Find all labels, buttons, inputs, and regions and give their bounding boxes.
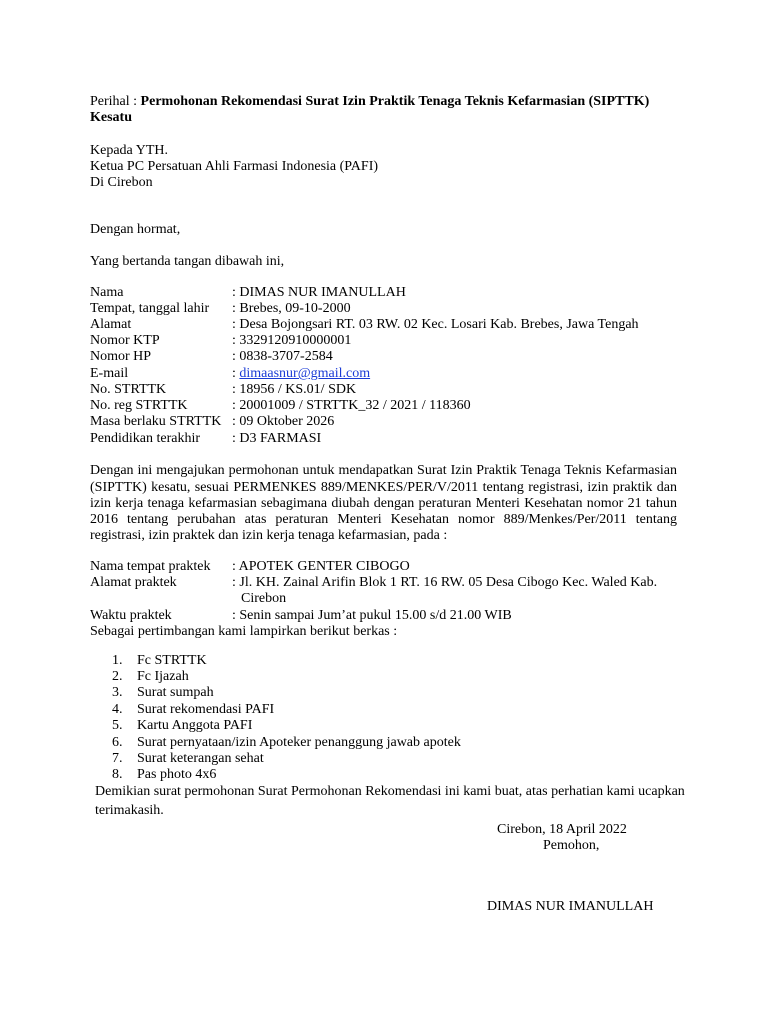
list-number: 8.	[112, 767, 123, 782]
list-text: Pas photo 4x6	[137, 767, 217, 782]
list-text: Surat keterangan sehat	[137, 751, 264, 766]
practice-row-place	[90, 559, 690, 575]
practice-value: : Senin sampai Jum’at pukul 15.00 s/d 21.00 WIB	[232, 608, 512, 623]
list-text: Kartu Anggota PAFI	[137, 718, 253, 733]
detail-label: Nomor HP	[90, 349, 152, 364]
detail-row-strttk	[90, 382, 690, 398]
detail-value: : Brebes, 09-10-2000	[232, 301, 351, 316]
detail-value: : DIMAS NUR IMANULLAH	[232, 285, 406, 300]
list-text: Surat sumpah	[137, 685, 214, 700]
list-item	[112, 735, 461, 751]
practice-row-address	[90, 575, 690, 591]
detail-row-name	[90, 285, 690, 301]
practice-value: : Jl. KH. Zainal Arifin Blok 1 RT. 16 RW. 05 Desa Cibogo Kec. Waled Kab.	[232, 575, 658, 590]
list-text: Fc STRTTK	[137, 653, 207, 668]
practice-address-continued: Cirebon	[241, 591, 287, 606]
detail-row-address	[90, 317, 690, 333]
detail-value: : 20001009 / STRTTK_32 / 2021 / 118360	[232, 398, 471, 413]
detail-row-education	[90, 431, 690, 447]
list-text: Surat pernyataan/izin Apoteker penanggung jawab apotek	[137, 735, 461, 750]
practice-label: Nama tempat praktek	[90, 559, 211, 574]
detail-value	[232, 366, 370, 382]
intro-text: Yang bertanda tangan dibawah ini,	[90, 254, 285, 269]
subject-title: Permohonan Rekomendasi Surat Izin Praktik Tenaga Teknis Kefarmasian (SIPTTK)	[140, 94, 650, 109]
paragraph-line: (SIPTTK) kesatu, sesuai PERMENKES 889/MENKES/PER/V/2011 tentang registrasi, izin praktik dan	[90, 480, 677, 495]
detail-label: Nomor KTP	[90, 333, 160, 348]
detail-row-birth	[90, 301, 690, 317]
list-item	[112, 685, 214, 701]
email-link[interactable]: dimaasnur@gmail.com	[239, 366, 371, 381]
list-item	[112, 767, 216, 783]
detail-row-phone	[90, 349, 690, 365]
list-item	[112, 718, 252, 734]
recipient-salutation: Kepada YTH.	[90, 143, 169, 158]
attachments-intro: Sebagai pertimbangan kami lampirkan berikut berkas :	[90, 624, 398, 639]
detail-label: No. STRTTK	[90, 382, 167, 397]
detail-value: : 3329120910000001	[232, 333, 352, 348]
paragraph-line: Dengan ini mengajukan permohonan untuk mendapatkan Surat Izin Praktik Tenaga Teknis Kefarmasian	[90, 463, 677, 478]
list-number: 1.	[112, 653, 123, 668]
list-number: 6.	[112, 735, 123, 750]
practice-label: Waktu praktek	[90, 608, 172, 623]
signature-name: DIMAS NUR IMANULLAH	[487, 899, 654, 914]
list-number: 2.	[112, 669, 123, 684]
practice-value: : APOTEK GENTER CIBOGO	[232, 559, 410, 574]
recipient-name: Ketua PC Persatuan Ahli Farmasi Indonesia (PAFI)	[90, 159, 379, 174]
practice-row-time	[90, 608, 690, 624]
detail-value: : Desa Bojongsari RT. 03 RW. 02 Kec. Losari Kab. Brebes, Jawa Tengah	[232, 317, 639, 332]
practice-label: Alamat praktek	[90, 575, 177, 590]
detail-value: : 09 Oktober 2026	[232, 414, 335, 429]
detail-label: E-mail	[90, 366, 129, 381]
place-date: Cirebon, 18 April 2022	[497, 822, 627, 837]
paragraph-line: 2016 tentang perubahan atas peraturan Menteri Kesehatan nomor 889/Menkes/Per/2011 tentang	[90, 512, 677, 527]
list-item	[112, 653, 207, 669]
paragraph-line: izin kerja tenaga kefarmasian sebagimana diubah dengan peraturan Menteri Kesehatan nomor 21 tahun	[90, 496, 677, 511]
detail-label: No. reg STRTTK	[90, 398, 188, 413]
detail-label: Alamat	[90, 317, 132, 332]
list-item	[112, 669, 189, 685]
list-text: Surat rekomendasi PAFI	[137, 702, 275, 717]
detail-value: : 0838-3707-2584	[232, 349, 333, 364]
detail-row-validity	[90, 414, 690, 430]
detail-value: : D3 FARMASI	[232, 431, 322, 446]
subject-line	[90, 94, 649, 110]
detail-value: : 18956 / KS.01/ SDK	[232, 382, 357, 397]
detail-row-ktp	[90, 333, 690, 349]
list-number: 4.	[112, 702, 123, 717]
detail-label: Tempat, tanggal lahir	[90, 301, 210, 316]
greeting: Dengan hormat,	[90, 222, 181, 237]
paragraph-line: registrasi, izin praktek dan izin kerja tenaga kefarmasian, pada :	[90, 528, 448, 543]
subject-prefix: Perihal :	[90, 94, 141, 109]
list-item	[112, 702, 274, 718]
detail-row-email	[90, 366, 690, 382]
email-prefix: :	[232, 366, 240, 381]
detail-row-reg-strttk	[90, 398, 690, 414]
list-number: 5.	[112, 718, 123, 733]
detail-label: Masa berlaku STRTTK	[90, 414, 222, 429]
detail-label: Pendidikan terakhir	[90, 431, 201, 446]
recipient-location: Di Cirebon	[90, 175, 153, 190]
closing-line-continued: terimakasih.	[95, 803, 164, 818]
closing-line: Demikian surat permohonan Surat Permohonan Rekomendasi ini kami buat, atas perhatian kami ucapkan	[95, 784, 685, 799]
list-number: 3.	[112, 685, 123, 700]
list-text: Fc Ijazah	[137, 669, 189, 684]
subject-title-continued: Kesatu	[90, 110, 132, 125]
list-item	[112, 751, 264, 767]
list-number: 7.	[112, 751, 123, 766]
detail-label: Nama	[90, 285, 124, 300]
applicant-role: Pemohon,	[543, 838, 600, 853]
